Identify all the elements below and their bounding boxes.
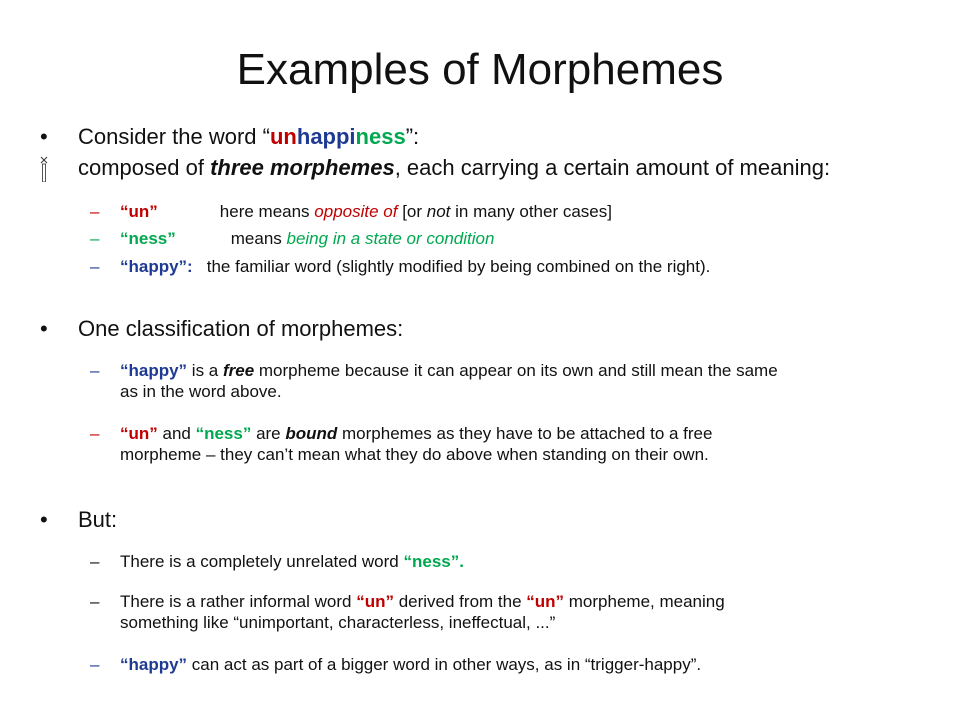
sec3-heading: But:	[78, 507, 118, 532]
sec1-item-ness: “ness” means being in a state or condition	[120, 229, 495, 248]
slide-title: Examples of Morphemes	[236, 45, 724, 94]
sec2-heading: One classification of morphemes:	[78, 316, 404, 341]
dash-8: –	[90, 655, 100, 674]
word-ness: ness	[355, 124, 406, 149]
dash-7: –	[90, 592, 100, 611]
dash-6: –	[90, 552, 100, 571]
dash-1: –	[90, 202, 100, 221]
sec1-line1: Consider the word “unhappiness”:	[78, 124, 420, 149]
sec1-line2: composed of three morphemes, each carrying a certain amount of meaning:	[78, 155, 831, 180]
sec2-item-happy: “happy” is a free morpheme because it can appear on its own and still mean the same as in the word above.	[120, 361, 778, 401]
word-happi: happi	[296, 124, 356, 149]
dash-2: –	[90, 229, 100, 248]
sec3-item-happy: “happy” can act as part of a bigger word in other ways, as in “trigger-happy”.	[120, 655, 702, 674]
bullet-1: •	[40, 124, 48, 149]
dash-4: –	[90, 361, 100, 380]
three-morphemes-text: three morphemes	[210, 155, 395, 180]
bullet-2: •	[40, 316, 48, 341]
sec3-item-ness: There is a completely unrelated word “ness”.	[120, 552, 464, 571]
dash-3: –	[90, 257, 100, 276]
sec1-item-happy: “happy”: the familiar word (slightly modified by being combined on the right).	[120, 257, 711, 276]
dash-5: –	[90, 424, 100, 443]
sec2-item-bound: “un” and “ness” are bound morphemes as they have to be attached to a free morpheme – they can’t mean what they do above when standing on their own.	[120, 424, 713, 464]
text-cursor-icon	[40, 156, 48, 182]
word-un: un	[269, 124, 297, 149]
sec1-item-un: “un” here means opposite of [or not in many other cases]	[120, 202, 612, 221]
sec3-item-un: There is a rather informal word “un” derived from the “un” morpheme, meaning something like “unimportant, characterless, ineffectual, ...”	[120, 592, 725, 632]
bullet-3: •	[40, 507, 48, 532]
